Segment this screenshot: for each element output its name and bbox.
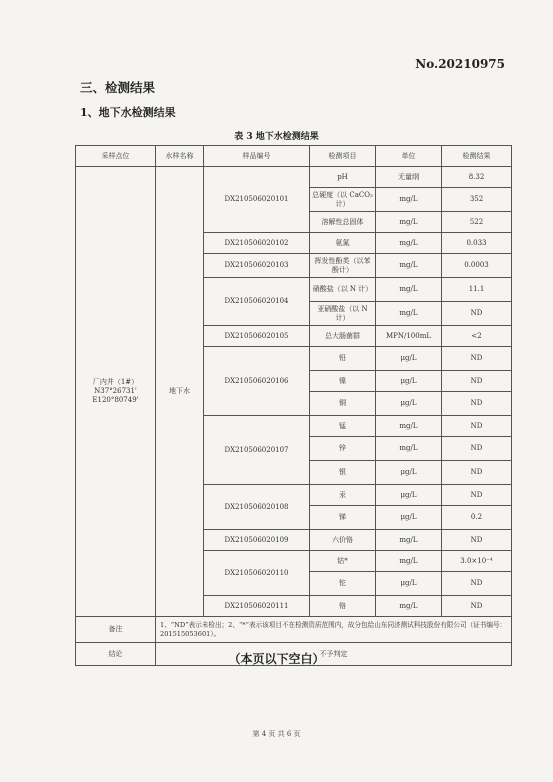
test-item-cell: 镍 — [310, 371, 376, 392]
result-cell: 3.0×10⁻⁴ — [442, 551, 512, 572]
col-header-test-item: 检测项目 — [310, 146, 376, 167]
sample-id-cell: DX210506020101 — [204, 167, 310, 233]
result-cell: ND — [442, 572, 512, 596]
col-header-result: 检测结果 — [442, 146, 512, 167]
result-cell: 0.2 — [442, 506, 512, 530]
result-cell: ND — [442, 371, 512, 392]
test-item-cell: 硝酸盐（以 N 计） — [310, 278, 376, 302]
blank-below-note: （本页以下空白） — [228, 652, 325, 666]
remarks-label: 备注 — [76, 617, 156, 643]
sample-id-cell: DX210506020109 — [204, 530, 310, 551]
test-item-cell: 铅 — [310, 347, 376, 371]
unit-cell: mg/L — [376, 551, 442, 572]
report-number: No.20210975 — [415, 57, 505, 71]
test-item-cell: 汞 — [310, 485, 376, 506]
result-cell: ND — [442, 485, 512, 506]
unit-cell: mg/L — [376, 233, 442, 254]
col-header-water-name: 水样名称 — [156, 146, 204, 167]
unit-cell: μg/L — [376, 347, 442, 371]
result-cell: ND — [442, 347, 512, 371]
col-header-sampling-point: 采样点位 — [76, 146, 156, 167]
test-item-cell: 铬 — [310, 596, 376, 617]
water-name-cell: 地下水 — [156, 167, 204, 617]
table-caption: 表 3 地下水检测结果 — [234, 132, 319, 142]
unit-cell: MPN/100mL — [376, 326, 442, 347]
test-item-cell: 锑 — [310, 506, 376, 530]
result-cell: 11.1 — [442, 278, 512, 302]
col-header-sample-id: 样品编号 — [204, 146, 310, 167]
result-cell: <2 — [442, 326, 512, 347]
unit-cell: mg/L — [376, 212, 442, 233]
sample-id-cell: DX210506020108 — [204, 485, 310, 530]
table-header-row — [76, 146, 512, 167]
section-title: 三、检测结果 — [80, 80, 156, 95]
result-cell: ND — [442, 530, 512, 551]
test-item-cell: 挥发性酚类（以苯酚计） — [310, 254, 376, 278]
result-cell: 0.033 — [442, 233, 512, 254]
test-item-cell: 氨氮 — [310, 233, 376, 254]
result-cell: 8.32 — [442, 167, 512, 188]
result-cell: ND — [442, 461, 512, 485]
sample-id-cell: DX210506020103 — [204, 254, 310, 278]
unit-cell: mg/L — [376, 254, 442, 278]
result-cell: 522 — [442, 212, 512, 233]
unit-cell: μg/L — [376, 461, 442, 485]
sample-id-cell: DX210506020105 — [204, 326, 310, 347]
test-item-cell: 钴* — [310, 551, 376, 572]
test-item-cell: 六价铬 — [310, 530, 376, 551]
test-item-cell: 铜 — [310, 392, 376, 416]
conclusion-label: 结论 — [76, 643, 156, 666]
test-item-cell: 亚硝酸盐（以 N 计） — [310, 302, 376, 326]
sample-id-cell: DX210506020102 — [204, 233, 310, 254]
test-item-cell: 铊 — [310, 572, 376, 596]
result-cell: 0.0003 — [442, 254, 512, 278]
unit-cell: mg/L — [376, 416, 442, 437]
unit-cell: mg/L — [376, 302, 442, 326]
remarks-row — [76, 617, 512, 643]
sample-id-cell: DX210506020111 — [204, 596, 310, 617]
result-cell: 352 — [442, 188, 512, 212]
sample-id-cell: DX210506020107 — [204, 416, 310, 485]
sample-id-cell: DX210506020106 — [204, 347, 310, 416]
unit-cell: mg/L — [376, 596, 442, 617]
unit-cell: μg/L — [376, 371, 442, 392]
page-number: 第 4 页 共 6 页 — [252, 730, 301, 738]
sub-title: 1、地下水检测结果 — [80, 106, 176, 119]
sample-id-cell: DX210506020110 — [204, 551, 310, 596]
unit-cell: 无量纲 — [376, 167, 442, 188]
unit-cell: mg/L — [376, 530, 442, 551]
unit-cell: μg/L — [376, 506, 442, 530]
unit-cell: μg/L — [376, 392, 442, 416]
result-cell: ND — [442, 416, 512, 437]
test-item-cell: 总硬度（以 CaCO₃ 计） — [310, 188, 376, 212]
test-item-cell: pH — [310, 167, 376, 188]
test-item-cell: 银 — [310, 461, 376, 485]
sampling-point-cell: 厂内井（1#） N37°26731' E120°80749' — [76, 167, 156, 617]
unit-cell: μg/L — [376, 572, 442, 596]
test-item-cell: 锌 — [310, 437, 376, 461]
test-item-cell: 溶解性总固体 — [310, 212, 376, 233]
sample-id-cell: DX210506020104 — [204, 278, 310, 326]
result-cell: ND — [442, 596, 512, 617]
remarks-text: 1、“ND”表示未检出；2、“*”表示该项目不在检测资质范围内，故分包给山东同济测试科技股份有限公司（证书编号：201515053601）。 — [156, 617, 512, 643]
table-row — [76, 167, 512, 188]
result-cell: ND — [442, 392, 512, 416]
result-cell: ND — [442, 302, 512, 326]
unit-cell: mg/L — [376, 278, 442, 302]
groundwater-results-table — [75, 145, 512, 666]
result-cell: ND — [442, 437, 512, 461]
test-item-cell: 锰 — [310, 416, 376, 437]
unit-cell: μg/L — [376, 485, 442, 506]
conclusion-text: 不予判定 — [156, 643, 512, 666]
col-header-unit: 单位 — [376, 146, 442, 167]
unit-cell: mg/L — [376, 437, 442, 461]
test-item-cell: 总大肠菌群 — [310, 326, 376, 347]
unit-cell: mg/L — [376, 188, 442, 212]
